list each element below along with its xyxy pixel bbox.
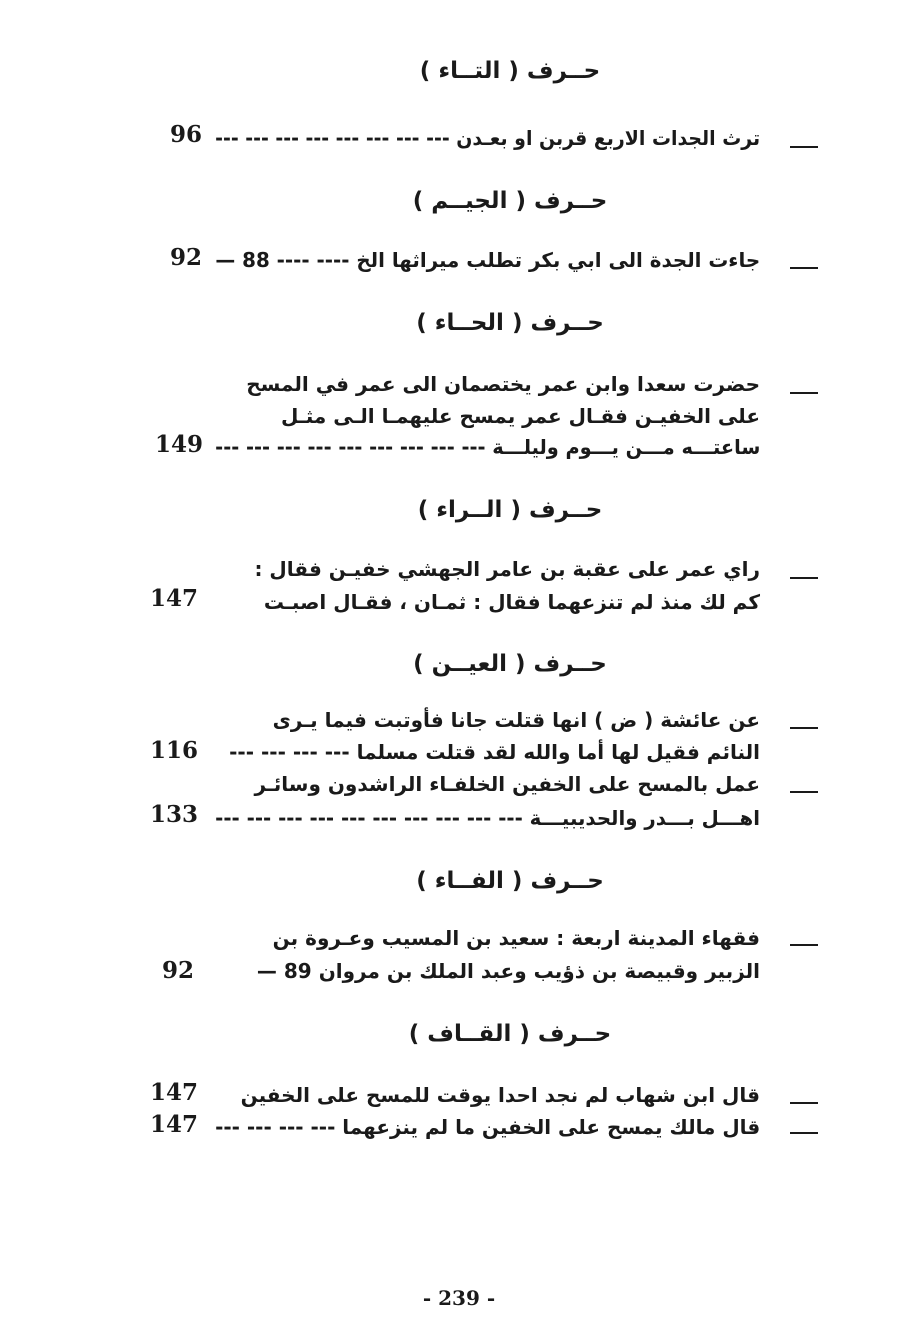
entry-text: عمل بالمسح على الخفين الخلفـاء الراشدون وسائـر (254, 772, 760, 796)
entry-text: جاءت الجدة الى ابي بكر تطلب ميراثها الخ ---- ---- 88 — (215, 248, 760, 272)
section-heading-faa: حــرف ( الفــاء ) (416, 868, 604, 894)
entry-page-number: 92 (162, 957, 195, 984)
entry-dash (790, 727, 818, 729)
entry-text: قال ابن شهاب لم نجد احدا يوقت للمسح على الخفين (240, 1083, 760, 1107)
entry-text: قال مالك يمسح على الخفين ما لم ينزعهما --- --- --- --- (214, 1115, 760, 1139)
entry-text: النائم فقيل لها أما والله لقد قتلت مسلما --- --- --- --- (229, 740, 760, 764)
section-heading-raa: حــرف ( الــراء ) (417, 497, 603, 523)
entry-page-number: 116 (150, 737, 199, 764)
entry-dash (790, 944, 818, 946)
entry-text: راي عمر على عقبة بن عامر الجهشي خفيـن فقال : (254, 557, 760, 581)
entry-page-number: 92 (170, 244, 203, 271)
entry-text: عن عائشة ( ض ) انها قتلت جانا فأوتبت فيما يـرى (272, 708, 760, 732)
entry-page-number: 147 (150, 585, 199, 612)
entry-page-number: 147 (150, 1111, 199, 1138)
entry-text: على الخفيـن فقـال عمر يمسح عليهمـا الـى مثـل (281, 404, 760, 428)
entry-page-number: 147 (150, 1079, 199, 1106)
entry-dash (790, 791, 818, 793)
section-heading-taa: حــرف ( التــاء ) (419, 58, 601, 84)
section-heading-ayn: حــرف ( العيــن ) (413, 651, 607, 677)
entry-text: ساعتـــه مـــن يـــوم وليلـــة --- --- --- --- --- --- --- --- --- (214, 435, 760, 459)
entry-dash (790, 267, 818, 269)
section-heading-haa: حــرف ( الحــاء ) (416, 310, 604, 336)
entry-dash (790, 1132, 818, 1134)
entry-text: حضرت سعدا وابن عمر يختصمان الى عمر في المسح (246, 372, 760, 396)
entry-dash (790, 146, 818, 148)
entry-dash (790, 1102, 818, 1104)
section-heading-qaf: حــرف ( القــاف ) (408, 1021, 612, 1047)
entry-text: الزبير وقبيصة بن ذؤيب وعبد الملك بن مروان 89 — (256, 959, 760, 983)
page-number-footer: - 239 - (422, 1286, 496, 1310)
entry-text: فقهاء المدينة اربعة : سعيد بن المسيب وعـروة بن (272, 926, 760, 950)
entry-text: كم لك منذ لم تنزعهما فقال : ثمـان ، فقـال اصبـت (263, 590, 760, 614)
entry-dash (790, 392, 818, 394)
entry-dash (790, 577, 818, 579)
entry-page-number: 149 (155, 431, 204, 458)
entry-text: ترث الجدات الاربع قربن او بعـدن --- --- --- --- --- --- --- --- (215, 126, 760, 150)
entry-text: اهـــل بـــدر والحديبيـــة --- --- --- --- --- --- --- --- --- --- (215, 806, 760, 830)
section-heading-jeem: حــرف ( الجيــم ) (412, 188, 608, 214)
entry-page-number: 96 (170, 121, 203, 148)
entry-page-number: 133 (150, 801, 199, 828)
